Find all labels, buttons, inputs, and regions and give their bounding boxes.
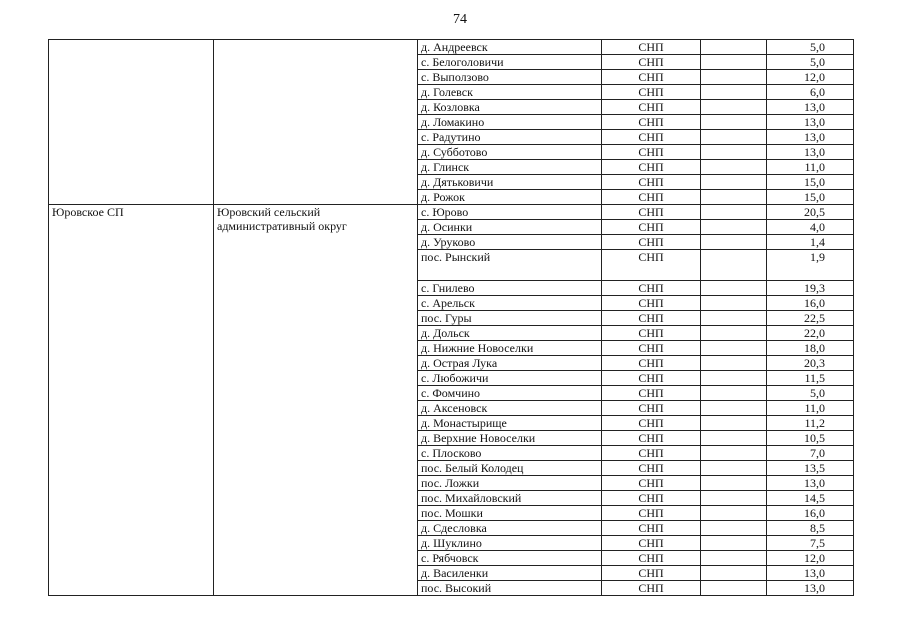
locality-name-cell: д. Шуклино	[418, 536, 602, 551]
locality-type-cell: СНП	[602, 190, 701, 205]
district-cell: Юровский сельский административный округ	[214, 205, 418, 596]
locality-type-cell: СНП	[602, 521, 701, 536]
locality-name-cell: д. Острая Лука	[418, 356, 602, 371]
locality-type-cell: СНП	[602, 476, 701, 491]
locality-name-cell: д. Рожок	[418, 190, 602, 205]
locality-type-cell: СНП	[602, 70, 701, 85]
locality-name-cell: с. Рябчовск	[418, 551, 602, 566]
distance-cell: 22,0	[767, 326, 854, 341]
locality-name-cell: с. Любожичи	[418, 371, 602, 386]
empty-cell	[701, 205, 767, 220]
distance-cell: 4,0	[767, 220, 854, 235]
locality-name-cell: с. Юрово	[418, 205, 602, 220]
locality-name-cell: д. Козловка	[418, 100, 602, 115]
locality-type-cell: СНП	[602, 461, 701, 476]
settlements-table-body	[49, 40, 854, 596]
empty-cell	[701, 220, 767, 235]
empty-cell	[701, 431, 767, 446]
distance-cell: 7,0	[767, 446, 854, 461]
empty-cell	[701, 356, 767, 371]
distance-cell: 11,0	[767, 401, 854, 416]
empty-cell	[701, 386, 767, 401]
distance-cell: 15,0	[767, 175, 854, 190]
empty-cell	[701, 521, 767, 536]
empty-cell	[701, 85, 767, 100]
locality-name-cell: с. Плосково	[418, 446, 602, 461]
locality-type-cell: СНП	[602, 356, 701, 371]
table-row	[49, 40, 854, 55]
locality-type-cell: СНП	[602, 581, 701, 596]
locality-type-cell: СНП	[602, 446, 701, 461]
locality-type-cell: СНП	[602, 100, 701, 115]
locality-type-cell: СНП	[602, 250, 701, 281]
locality-type-cell: СНП	[602, 296, 701, 311]
locality-type-cell: СНП	[602, 115, 701, 130]
distance-cell: 11,2	[767, 416, 854, 431]
locality-type-cell: СНП	[602, 401, 701, 416]
empty-cell	[701, 130, 767, 145]
empty-cell	[701, 190, 767, 205]
locality-name-cell: д. Андреевск	[418, 40, 602, 55]
table-row	[49, 205, 854, 220]
empty-cell	[701, 341, 767, 356]
distance-cell: 5,0	[767, 40, 854, 55]
distance-cell: 19,3	[767, 281, 854, 296]
locality-name-cell: пос. Белый Колодец	[418, 461, 602, 476]
locality-name-cell: д. Верхние Новоселки	[418, 431, 602, 446]
empty-cell	[701, 250, 767, 281]
locality-name-cell: д. Уруково	[418, 235, 602, 250]
page-number: 74	[453, 12, 467, 27]
settlement-cell	[49, 40, 214, 205]
empty-cell	[701, 175, 767, 190]
locality-name-cell: д. Дольск	[418, 326, 602, 341]
locality-name-cell: д. Монастырище	[418, 416, 602, 431]
empty-cell	[701, 551, 767, 566]
empty-cell	[701, 416, 767, 431]
locality-type-cell: СНП	[602, 281, 701, 296]
distance-cell: 12,0	[767, 551, 854, 566]
locality-name-cell: пос. Мошки	[418, 506, 602, 521]
empty-cell	[701, 235, 767, 250]
distance-cell: 20,3	[767, 356, 854, 371]
distance-cell: 11,0	[767, 160, 854, 175]
locality-type-cell: СНП	[602, 40, 701, 55]
distance-cell: 16,0	[767, 296, 854, 311]
empty-cell	[701, 145, 767, 160]
empty-cell	[701, 566, 767, 581]
empty-cell	[701, 491, 767, 506]
distance-cell: 13,0	[767, 581, 854, 596]
locality-type-cell: СНП	[602, 431, 701, 446]
locality-type-cell: СНП	[602, 416, 701, 431]
locality-name-cell: пос. Михайловский	[418, 491, 602, 506]
empty-cell	[701, 70, 767, 85]
locality-type-cell: СНП	[602, 371, 701, 386]
empty-cell	[701, 476, 767, 491]
distance-cell: 14,5	[767, 491, 854, 506]
distance-cell: 16,0	[767, 506, 854, 521]
distance-cell: 7,5	[767, 536, 854, 551]
distance-cell: 13,0	[767, 115, 854, 130]
locality-name-cell: д. Аксеновск	[418, 401, 602, 416]
locality-type-cell: СНП	[602, 130, 701, 145]
distance-cell: 13,5	[767, 461, 854, 476]
distance-cell: 6,0	[767, 85, 854, 100]
distance-cell: 20,5	[767, 205, 854, 220]
locality-name-cell: д. Сдесловка	[418, 521, 602, 536]
locality-type-cell: СНП	[602, 145, 701, 160]
locality-name-cell: с. Выползово	[418, 70, 602, 85]
locality-type-cell: СНП	[602, 506, 701, 521]
empty-cell	[701, 326, 767, 341]
locality-type-cell: СНП	[602, 341, 701, 356]
locality-name-cell: д. Субботово	[418, 145, 602, 160]
locality-name-cell: д. Голевск	[418, 85, 602, 100]
distance-cell: 11,5	[767, 371, 854, 386]
locality-name-cell: с. Белоголовичи	[418, 55, 602, 70]
empty-cell	[701, 536, 767, 551]
locality-type-cell: СНП	[602, 85, 701, 100]
locality-name-cell: с. Радутино	[418, 130, 602, 145]
empty-cell	[701, 446, 767, 461]
distance-cell: 1,9	[767, 250, 854, 281]
locality-name-cell: с. Арельск	[418, 296, 602, 311]
locality-name-cell: д. Дятьковичи	[418, 175, 602, 190]
locality-type-cell: СНП	[602, 175, 701, 190]
locality-type-cell: СНП	[602, 386, 701, 401]
locality-name-cell: пос. Гуры	[418, 311, 602, 326]
empty-cell	[701, 55, 767, 70]
locality-name-cell: д. Василенки	[418, 566, 602, 581]
locality-type-cell: СНП	[602, 220, 701, 235]
empty-cell	[701, 281, 767, 296]
distance-cell: 13,0	[767, 476, 854, 491]
empty-cell	[701, 461, 767, 476]
distance-cell: 13,0	[767, 566, 854, 581]
locality-name-cell: пос. Высокий	[418, 581, 602, 596]
locality-type-cell: СНП	[602, 160, 701, 175]
distance-cell: 5,0	[767, 55, 854, 70]
locality-name-cell: д. Ломакино	[418, 115, 602, 130]
empty-cell	[701, 401, 767, 416]
distance-cell: 13,0	[767, 145, 854, 160]
locality-type-cell: СНП	[602, 311, 701, 326]
locality-name-cell: с. Фомчино	[418, 386, 602, 401]
distance-cell: 5,0	[767, 386, 854, 401]
empty-cell	[701, 100, 767, 115]
locality-name-cell: д. Нижние Новоселки	[418, 341, 602, 356]
locality-name-cell: с. Гнилево	[418, 281, 602, 296]
distance-cell: 13,0	[767, 130, 854, 145]
settlements-table	[48, 39, 854, 596]
distance-cell: 1,4	[767, 235, 854, 250]
locality-name-cell: д. Осинки	[418, 220, 602, 235]
empty-cell	[701, 581, 767, 596]
distance-cell: 12,0	[767, 70, 854, 85]
empty-cell	[701, 311, 767, 326]
locality-type-cell: СНП	[602, 205, 701, 220]
empty-cell	[701, 296, 767, 311]
distance-cell: 13,0	[767, 100, 854, 115]
locality-name-cell: пос. Ложки	[418, 476, 602, 491]
district-cell	[214, 40, 418, 205]
distance-cell: 10,5	[767, 431, 854, 446]
locality-type-cell: СНП	[602, 491, 701, 506]
empty-cell	[701, 160, 767, 175]
distance-cell: 15,0	[767, 190, 854, 205]
locality-type-cell: СНП	[602, 55, 701, 70]
distance-cell: 18,0	[767, 341, 854, 356]
locality-type-cell: СНП	[602, 566, 701, 581]
locality-type-cell: СНП	[602, 326, 701, 341]
locality-type-cell: СНП	[602, 551, 701, 566]
settlement-cell: Юровское СП	[49, 205, 214, 596]
empty-cell	[701, 506, 767, 521]
empty-cell	[701, 40, 767, 55]
locality-name-cell: пос. Рынский	[418, 250, 602, 281]
empty-cell	[701, 115, 767, 130]
distance-cell: 8,5	[767, 521, 854, 536]
locality-name-cell: д. Глинск	[418, 160, 602, 175]
empty-cell	[701, 371, 767, 386]
locality-type-cell: СНП	[602, 235, 701, 250]
locality-type-cell: СНП	[602, 536, 701, 551]
distance-cell: 22,5	[767, 311, 854, 326]
